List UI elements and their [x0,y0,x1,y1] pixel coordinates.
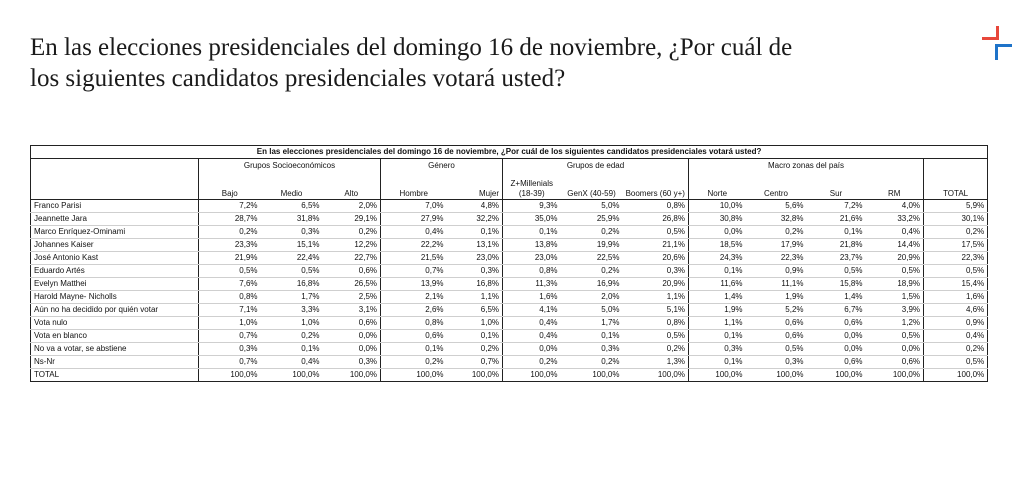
column-header-genx: GenX (40-59) [561,173,623,200]
table-cell: 6,5% [261,200,323,213]
results-table-body [31,200,988,382]
table-cell: 5,6% [746,200,807,213]
group-header-blank [31,159,199,174]
table-cell: 30,8% [689,213,746,226]
table-cell: 0,8% [381,317,447,330]
table-cell: 0,3% [323,356,381,369]
row-label: Jeannette Jara [31,213,199,226]
table-cell: 32,8% [746,213,807,226]
column-header-centro: Centro [746,173,807,200]
table-cell: 0,2% [199,226,261,239]
table-cell: 0,5% [866,265,924,278]
table-cell: 7,0% [381,200,447,213]
table-cell: 0,8% [199,291,261,304]
group-header-genero: Género [381,159,503,174]
row-label: Johannes Kaiser [31,239,199,252]
group-header-socio: Grupos Socioeconómicos [199,159,381,174]
group-header-macro: Macro zonas del país [689,159,924,174]
table-cell: 14,4% [866,239,924,252]
column-header-sur: Sur [807,173,866,200]
table-cell: 0,7% [447,356,503,369]
table-cell: 100,0% [381,369,447,382]
table-cell: 100,0% [689,369,746,382]
table-cell: 5,0% [561,200,623,213]
table-cell: 0,3% [746,356,807,369]
table-row [31,291,988,304]
table-cell: 29,1% [323,213,381,226]
table-cell: 21,8% [807,239,866,252]
table-cell: 0,6% [866,356,924,369]
row-label: Evelyn Matthei [31,278,199,291]
table-cell: 100,0% [866,369,924,382]
table-cell: 16,8% [447,278,503,291]
table-cell: 2,5% [323,291,381,304]
table-cell: 0,0% [807,330,866,343]
table-cell: 100,0% [323,369,381,382]
table-cell: 0,1% [447,226,503,239]
table-cell: 13,8% [503,239,561,252]
column-header-hombre: Hombre [381,173,447,200]
table-cell: 100,0% [261,369,323,382]
table-cell: 23,0% [447,252,503,265]
table-cell: 11,3% [503,278,561,291]
table-cell: 1,3% [623,356,689,369]
table-cell: 5,1% [623,304,689,317]
table-cell: 0,1% [261,343,323,356]
row-label: Eduardo Artés [31,265,199,278]
column-header-rm: RM [866,173,924,200]
table-cell: 0,8% [623,317,689,330]
table-row [31,304,988,317]
table-cell: 1,0% [261,317,323,330]
table-cell: 0,4% [503,317,561,330]
table-cell: 0,0% [866,343,924,356]
table-cell: 21,6% [807,213,866,226]
table-cell: 0,8% [503,265,561,278]
table-cell: 100,0% [924,369,988,382]
table-cell: 0,1% [689,330,746,343]
table-cell: 7,2% [807,200,866,213]
brand-logo-icon [982,26,1012,60]
table-cell: 11,6% [689,278,746,291]
table-cell: 0,9% [746,265,807,278]
table-cell: 0,2% [924,343,988,356]
table-cell: 0,5% [199,265,261,278]
table-cell: 16,8% [261,278,323,291]
table-cell: 2,6% [381,304,447,317]
table-cell: 20,6% [623,252,689,265]
group-header-edad: Grupos de edad [503,159,689,174]
table-cell: 1,4% [689,291,746,304]
table-cell: 0,2% [746,226,807,239]
table-cell: 7,2% [199,200,261,213]
table-cell: 21,5% [381,252,447,265]
table-cell: 0,4% [866,226,924,239]
table-cell: 15,8% [807,278,866,291]
row-label: Franco Parisi [31,200,199,213]
table-cell: 1,9% [689,304,746,317]
table-cell: 1,1% [689,317,746,330]
table-cell: 7,1% [199,304,261,317]
row-label: TOTAL [31,369,199,382]
table-cell: 1,1% [623,291,689,304]
table-cell: 18,9% [866,278,924,291]
group-header-total-blank [924,159,988,174]
table-cell: 1,6% [924,291,988,304]
table-cell: 0,4% [381,226,447,239]
table-cell: 23,3% [199,239,261,252]
table-row [31,356,988,369]
table-cell: 100,0% [503,369,561,382]
table-cell: 100,0% [746,369,807,382]
table-cell: 10,0% [689,200,746,213]
table-cell: 15,4% [924,278,988,291]
table-cell: 0,6% [807,317,866,330]
table-cell: 19,9% [561,239,623,252]
column-header-total: TOTAL [924,173,988,200]
table-cell: 0,2% [447,343,503,356]
table-cell: 1,0% [199,317,261,330]
table-cell: 0,4% [503,330,561,343]
row-label: No va a votar, se abstiene [31,343,199,356]
table-cell: 0,2% [323,226,381,239]
table-row [31,278,988,291]
table-cell: 0,0% [807,343,866,356]
column-header-medio: Medio [261,173,323,200]
table-cell: 2,0% [323,200,381,213]
table-cell: 13,1% [447,239,503,252]
table-cell: 1,7% [561,317,623,330]
table-cell: 0,1% [807,226,866,239]
table-row [31,317,988,330]
table-cell: 28,7% [199,213,261,226]
column-header-boomers: Boomers (60 y+) [623,173,689,200]
table-cell: 31,8% [261,213,323,226]
row-label: Marco Enríquez-Ominami [31,226,199,239]
table-cell: 0,1% [503,226,561,239]
table-cell: 32,2% [447,213,503,226]
table-cell: 0,1% [561,330,623,343]
table-cell: 0,8% [623,200,689,213]
table-cell: 1,0% [447,317,503,330]
table-cell: 0,5% [866,330,924,343]
row-label: Aún no ha decidido por quién votar [31,304,199,317]
table-cell: 0,6% [323,265,381,278]
table-cell: 6,5% [447,304,503,317]
table-cell: 2,0% [561,291,623,304]
table-row [31,226,988,239]
table-cell: 15,1% [261,239,323,252]
table-cell: 13,9% [381,278,447,291]
table-cell: 0,2% [561,265,623,278]
table-cell: 0,5% [623,330,689,343]
table-cell: 100,0% [807,369,866,382]
row-label: José Antonio Kast [31,252,199,265]
table-cell: 0,5% [746,343,807,356]
results-table [30,145,988,382]
column-header-mujer: Mujer [447,173,503,200]
table-cell: 0,2% [503,356,561,369]
table-cell: 0,3% [447,265,503,278]
table-cell: 27,9% [381,213,447,226]
table-cell: 0,6% [746,330,807,343]
table-cell: 1,1% [447,291,503,304]
table-cell: 0,6% [807,356,866,369]
table-cell: 1,4% [807,291,866,304]
table-cell: 0,1% [689,265,746,278]
table-cell: 0,5% [807,265,866,278]
table-cell: 0,3% [561,343,623,356]
table-cell: 22,7% [323,252,381,265]
table-cell: 0,3% [199,343,261,356]
table-cell: 17,9% [746,239,807,252]
table-cell: 0,2% [924,226,988,239]
table-row [31,200,988,213]
page-headline: En las elecciones presidenciales del domingo 16 de noviembre, ¿Por cuál de los siguientes candidatos presidenciales votará usted? [30,34,793,92]
table-row [31,213,988,226]
table-cell: 0,7% [199,330,261,343]
table-cell: 4,0% [866,200,924,213]
row-label: Vota nulo [31,317,199,330]
table-cell: 0,5% [924,356,988,369]
table-cell: 100,0% [199,369,261,382]
table-cell: 0,5% [261,265,323,278]
table-cell: 100,0% [623,369,689,382]
table-row [31,265,988,278]
table-row [31,343,988,356]
table-cell: 0,6% [381,330,447,343]
table-cell: 9,3% [503,200,561,213]
column-header-norte: Norte [689,173,746,200]
table-cell: 11,1% [746,278,807,291]
table-cell: 0,6% [323,317,381,330]
table-cell: 0,0% [323,343,381,356]
table-cell: 1,9% [746,291,807,304]
table-row [31,330,988,343]
table-cell: 0,2% [381,356,447,369]
row-label: Vota en blanco [31,330,199,343]
row-label: Ns-Nr [31,356,199,369]
table-cell: 0,3% [623,265,689,278]
table-cell: 25,9% [561,213,623,226]
table-cell: 33,2% [866,213,924,226]
table-cell: 0,7% [381,265,447,278]
table-cell: 20,9% [866,252,924,265]
table-cell: 26,5% [323,278,381,291]
table-cell: 0,4% [924,330,988,343]
table-cell: 20,9% [623,278,689,291]
table-cell: 0,7% [199,356,261,369]
table-cell: 0,0% [323,330,381,343]
table-cell: 3,1% [323,304,381,317]
table-cell: 0,0% [689,226,746,239]
column-header-alto: Alto [323,173,381,200]
table-cell: 3,3% [261,304,323,317]
table-cell: 1,5% [866,291,924,304]
table-cell: 30,1% [924,213,988,226]
table-row [31,369,988,382]
table-cell: 0,5% [623,226,689,239]
table-cell: 23,0% [503,252,561,265]
table-cell: 26,8% [623,213,689,226]
table-row [31,252,988,265]
table-cell: 0,3% [689,343,746,356]
table-cell: 16,9% [561,278,623,291]
row-label: Harold Mayne- Nicholls [31,291,199,304]
table-cell: 22,3% [924,252,988,265]
table-cell: 5,9% [924,200,988,213]
table-cell: 0,4% [261,356,323,369]
table-cell: 21,9% [199,252,261,265]
table-cell: 1,2% [866,317,924,330]
table-cell: 2,1% [381,291,447,304]
column-header-bajo: Bajo [199,173,261,200]
table-cell: 0,5% [924,265,988,278]
table-cell: 7,6% [199,278,261,291]
table-cell: 4,1% [503,304,561,317]
table-cell: 35,0% [503,213,561,226]
table-cell: 18,5% [689,239,746,252]
table-cell: 0,1% [689,356,746,369]
table-cell: 0,0% [503,343,561,356]
table-title: En las elecciones presidenciales del domingo 16 de noviembre, ¿Por cuál de los siguientes candidatos presidenciales votará usted? [31,146,988,159]
table-cell: 0,2% [561,226,623,239]
table-cell: 22,2% [381,239,447,252]
table-cell: 17,5% [924,239,988,252]
column-header-z-millenials: Z+Millenials (18-39) [503,173,561,200]
table-cell: 0,1% [447,330,503,343]
results-table-container [30,145,987,382]
table-cell: 0,3% [261,226,323,239]
table-cell: 0,2% [261,330,323,343]
table-cell: 100,0% [561,369,623,382]
table-cell: 12,2% [323,239,381,252]
table-cell: 0,2% [623,343,689,356]
table-cell: 0,6% [746,317,807,330]
table-cell: 23,7% [807,252,866,265]
table-cell: 21,1% [623,239,689,252]
table-cell: 0,9% [924,317,988,330]
table-cell: 5,0% [561,304,623,317]
table-cell: 0,2% [561,356,623,369]
table-cell: 22,3% [746,252,807,265]
table-cell: 100,0% [447,369,503,382]
column-header-blank [31,173,199,200]
table-cell: 0,1% [381,343,447,356]
table-cell: 6,7% [807,304,866,317]
table-cell: 3,9% [866,304,924,317]
table-cell: 22,5% [561,252,623,265]
table-cell: 24,3% [689,252,746,265]
table-cell: 1,6% [503,291,561,304]
table-cell: 1,7% [261,291,323,304]
table-cell: 5,2% [746,304,807,317]
table-row [31,239,988,252]
table-cell: 4,8% [447,200,503,213]
table-cell: 4,6% [924,304,988,317]
table-cell: 22,4% [261,252,323,265]
